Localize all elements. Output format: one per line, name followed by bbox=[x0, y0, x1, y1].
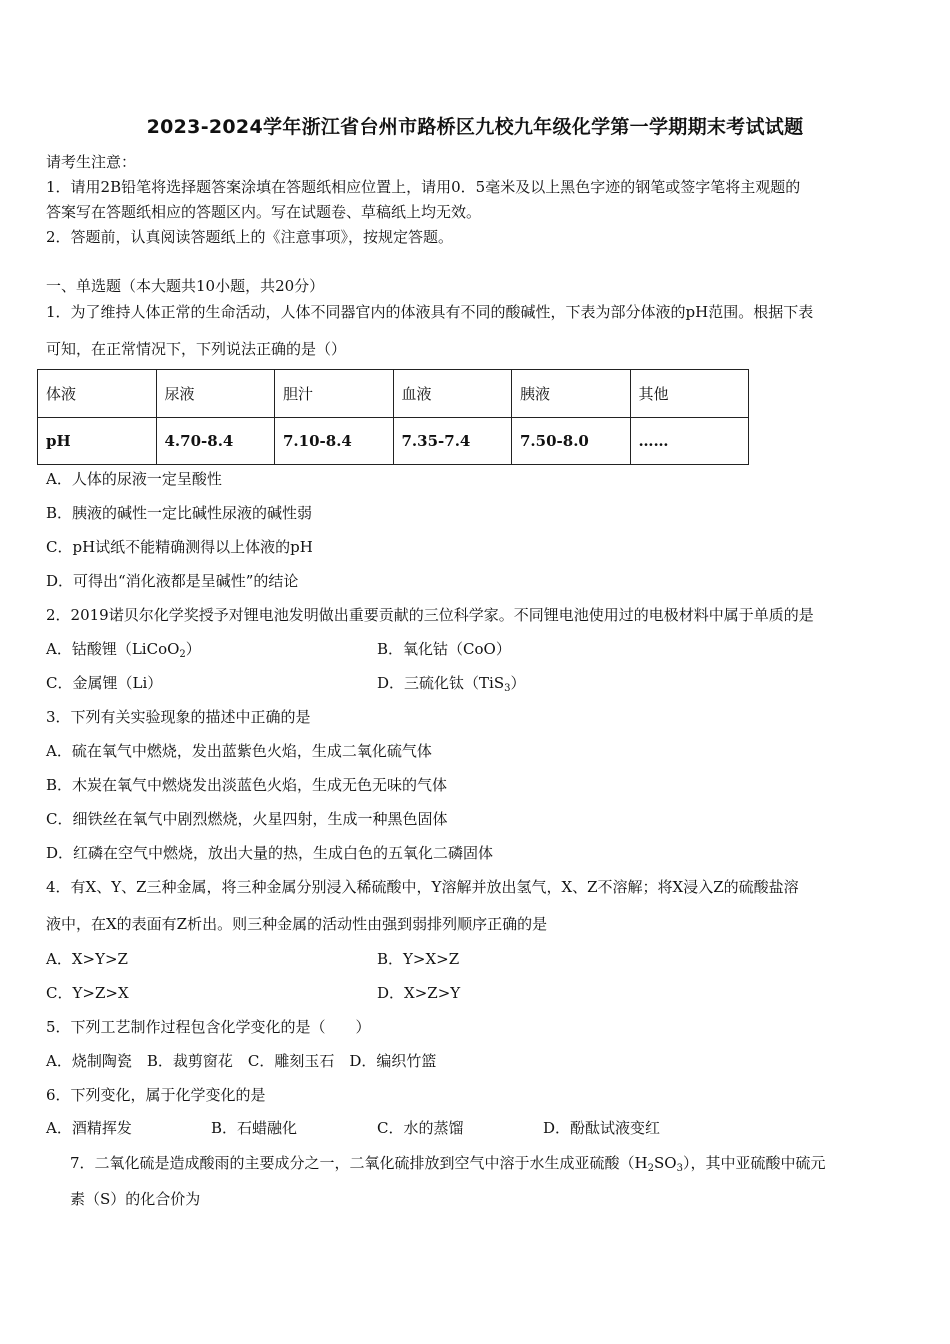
q7-stem-cont: 素（S）的化合价为 bbox=[70, 1190, 201, 1208]
q3-option-c: C．细铁丝在氧气中剧烈燃烧，火星四射，生成一种黑色固体 bbox=[46, 810, 448, 828]
notice-heading: 请考生注意： bbox=[46, 153, 137, 171]
q7-stem: 7．二氧化硫是造成酸雨的主要成分之一，二氧化硫排放到空气中溶于水生成亚硫酸$(H_2SO_3)$，其中亚硫酸中硫元 bbox=[70, 1154, 826, 1174]
q1-option-a: A．人体的尿液一定呈酸性 bbox=[46, 470, 222, 488]
table-row bbox=[38, 417, 749, 465]
q4-stem-cont: 液中，在X的表面有Z析出。则三种金属的活动性由强到弱排列顺序正确的是 bbox=[46, 915, 548, 933]
notice-item-1-cont: 答案写在答题纸相应的答题区内。写在试题卷、草稿纸上均无效。 bbox=[46, 203, 482, 221]
table-cell: 4.70-8.4 bbox=[156, 417, 275, 465]
q4-option-c: C．Y>Z>X bbox=[46, 984, 129, 1002]
notice-item-2: 2．答题前，认真阅读答题纸上的《注意事项》，按规定答题。 bbox=[46, 228, 454, 246]
q1-option-b: B．胰液的碱性一定比碱性尿液的碱性弱 bbox=[46, 504, 313, 522]
q6-option-a: A．酒精挥发 bbox=[46, 1119, 132, 1137]
table-cell: 胰液 bbox=[512, 370, 631, 418]
table-cell: 7.50-8.0 bbox=[512, 417, 631, 465]
table-cell: 体液 bbox=[38, 370, 157, 418]
ph-table bbox=[37, 369, 749, 465]
q4-stem: 4．有X、Y、Z三种金属，将三种金属分别浸入稀硫酸中，Y溶解并放出氢气，X、Z不溶解；将X浸入Z的硫酸盐溶 bbox=[46, 878, 799, 896]
q5-options: A．烧制陶瓷 B．裁剪窗花 C．雕刻玉石 D．编织竹篮 bbox=[46, 1052, 437, 1070]
q4-option-b: B．Y>X>Z bbox=[377, 950, 460, 968]
q2-option-b: B．氧化钴（CoO） bbox=[377, 640, 511, 658]
q2-stem: 2．2019诺贝尔化学奖授予对锂电池发明做出重要贡献的三位科学家。不同锂电池使用过的电极材料中属于单质的是 bbox=[46, 606, 814, 624]
q6-stem: 6．下列变化，属于化学变化的是 bbox=[46, 1086, 266, 1104]
q6-option-d: D．酚酞试液变红 bbox=[543, 1119, 661, 1137]
table-cell: 7.35-7.4 bbox=[393, 417, 512, 465]
q4-option-d: D．X>Z>Y bbox=[377, 984, 461, 1002]
q1-stem-cont: 可知，在正常情况下，下列说法正确的是（） bbox=[46, 340, 347, 358]
q3-option-d: D．红磷在空气中燃烧，放出大量的热，生成白色的五氧化二磷固体 bbox=[46, 844, 494, 862]
section-heading: 一、单选题（本大题共10小题，共20分） bbox=[46, 277, 325, 295]
table-cell: 血液 bbox=[393, 370, 512, 418]
q3-option-a: A．硫在氧气中燃烧，发出蓝紫色火焰，生成二氧化硫气体 bbox=[46, 742, 432, 760]
table-cell: 其他 bbox=[630, 370, 749, 418]
q2-option-d: D．三硫化钛（TiS$_3$） bbox=[377, 674, 526, 694]
q1-stem: 1．为了维持人体正常的生命活动，人体不同器官内的体液具有不同的酸碱性，下表为部分体液的pH范围。根据下表 bbox=[46, 303, 814, 321]
notice-item-1: 1．请用2B铅笔将选择题答案涂填在答题纸相应位置上，请用0．5毫米及以上黑色字迹的钢笔或签字笔将主观题的 bbox=[46, 178, 801, 196]
table-cell: 尿液 bbox=[156, 370, 275, 418]
q1-option-c: C．pH试纸不能精确测得以上体液的pH bbox=[46, 538, 313, 556]
table-row bbox=[38, 370, 749, 418]
q3-stem: 3．下列有关实验现象的描述中正确的是 bbox=[46, 708, 311, 726]
q6-option-c: C．水的蒸馏 bbox=[377, 1119, 464, 1137]
table-cell: 7.10-8.4 bbox=[275, 417, 394, 465]
q4-option-a: A．X>Y>Z bbox=[46, 950, 128, 968]
q6-option-b: B．石蜡融化 bbox=[211, 1119, 298, 1137]
q5-stem: 5．下列工艺制作过程包含化学变化的是（ ） bbox=[46, 1018, 371, 1036]
page-title: 2023-2024学年浙江省台州市路桥区九校九年级化学第一学期期末考试试题 bbox=[146, 116, 804, 138]
q1-option-d: D．可得出“消化液都是呈碱性”的结论 bbox=[46, 572, 299, 590]
q3-option-b: B．木炭在氧气中燃烧发出淡蓝色火焰，生成无色无味的气体 bbox=[46, 776, 448, 794]
q2-option-a: A．钴酸锂（LiCoO$_2$） bbox=[46, 640, 201, 660]
q2-option-c: C．金属锂（Li） bbox=[46, 674, 163, 692]
table-cell: pH bbox=[38, 417, 157, 465]
table-cell: 胆汁 bbox=[275, 370, 394, 418]
table-cell: …… bbox=[630, 417, 749, 465]
